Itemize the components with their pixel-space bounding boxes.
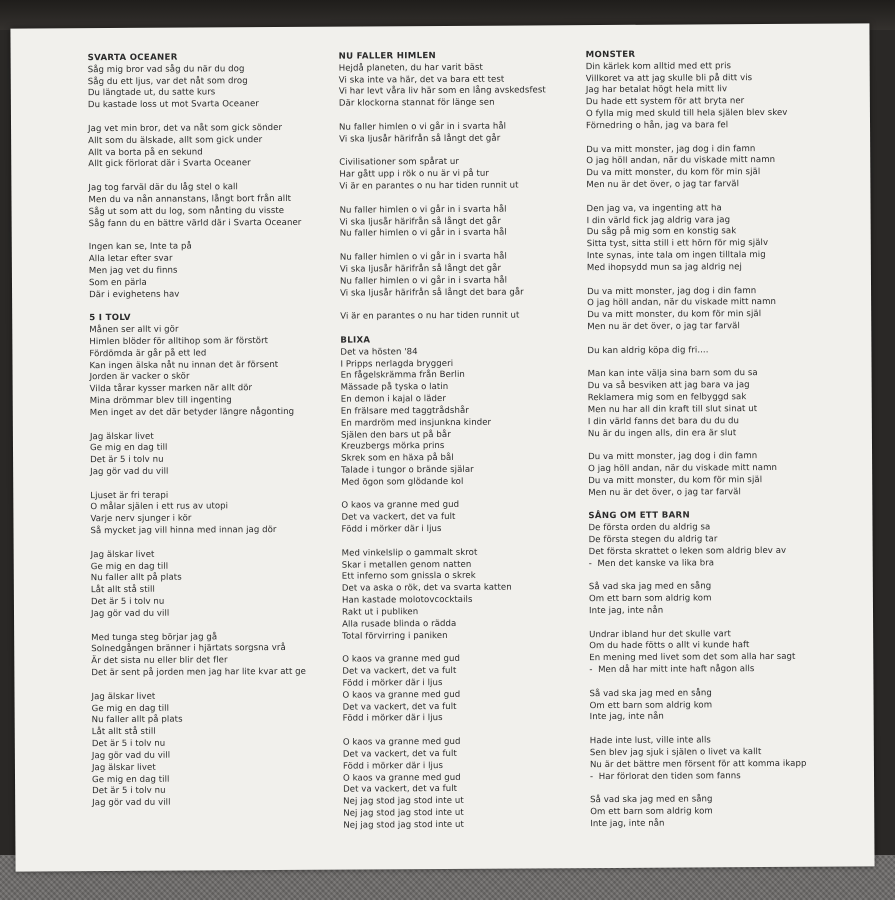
lyric-line: Vi är en parantes o nu har tiden runnit ut xyxy=(340,310,520,322)
lyric-stanza xyxy=(343,736,551,832)
lyric-line: Det är 5 i tolv nu xyxy=(90,454,164,466)
lyric-line: Född i mörker där i ljus xyxy=(341,524,442,535)
lyric-line: Villkoret va att jag skulle bli på ditt vis xyxy=(585,72,753,84)
lyric-line: Jag älskar livet xyxy=(91,691,156,702)
lyric-stanza xyxy=(91,691,306,811)
lyric-stanza xyxy=(589,688,806,725)
lyric-line: Du hade ett system för att bryta ner xyxy=(585,96,745,108)
lyric-line: O kaos va granne med gud xyxy=(342,736,461,748)
lyric-line: Hade inte lust, ville inte alls xyxy=(589,735,711,747)
lyric-line: Själen den bars ut på bår xyxy=(340,429,451,441)
lyric-line: Nu faller allt på plats xyxy=(90,573,182,584)
lyric-line: Allt som du älskade, allt som gick under xyxy=(88,134,263,146)
lyric-stanza xyxy=(340,251,547,300)
lyric-line: Du kan aldrig köpa dig fri.... xyxy=(587,345,709,356)
lyric-line: Men nu är det över, o jag tar farväl xyxy=(588,486,741,498)
lyric-line: Jag tog farväl där du låg stel o kall xyxy=(88,182,238,194)
lyric-line: Låt allt stå still xyxy=(90,585,155,596)
lyric-stanza xyxy=(339,121,546,146)
lyric-line: - Har förlorat den tiden som fanns xyxy=(589,770,741,782)
lyric-line: O kaos va granne med gud xyxy=(341,500,460,512)
lyric-stanza xyxy=(587,344,804,357)
lyric-line: Du va så besviken att jag bara va jag xyxy=(587,380,750,392)
lyric-line: Jag gör vad du vill xyxy=(90,466,169,478)
lyric-line: Förnedring o hån, jag va bara fel xyxy=(586,120,729,132)
lyric-stanza xyxy=(586,61,803,133)
lyric-stanza xyxy=(91,631,306,680)
song-title: 5 I TOLV xyxy=(89,313,131,324)
lyrics-sheet xyxy=(10,23,874,871)
lyric-stanza xyxy=(339,62,546,111)
lyric-line: Såg fann du en bättre värld där i Svarta Oceaner xyxy=(88,217,302,229)
lyric-line: Sitta tyst, sitta still i ett hörn för mig själv xyxy=(586,238,769,250)
song-title: NU FALLER HIMLEN xyxy=(338,51,437,62)
lyric-stanza xyxy=(88,64,303,113)
lyric-stanza xyxy=(588,522,805,571)
lyric-line: Du kastade loss ut mot Svarta Oceaner xyxy=(87,99,259,111)
lyric-line: Fördömda är går på ett led xyxy=(89,348,207,359)
lyric-line: Du va mitt monster, jag dog i din famn xyxy=(586,143,756,155)
lyric-line: Nu faller himlen o vi går in i svarta hål xyxy=(339,121,507,133)
lyric-line: En demon i kajal o läder xyxy=(340,393,446,405)
lyric-line: Inte jag, inte nån xyxy=(588,605,664,617)
lyric-line: Det va vackert, det va fult xyxy=(342,701,457,713)
lyric-line: Så vad ska jag med en sång xyxy=(588,581,712,593)
lyric-line: Total förvirring i paniken xyxy=(342,630,448,642)
lyric-line: Vi ska ljusår härifrån så långt det går xyxy=(339,263,502,275)
lyric-line: O jag höll andan, när du viskade mitt namn xyxy=(587,297,777,309)
lyric-line: Om ett barn som aldrig kom xyxy=(590,806,713,818)
lyric-line: Nu är du ingen alls, din era är slut xyxy=(587,427,737,439)
lyric-line: Född i mörker där i ljus xyxy=(342,713,443,724)
lyric-line: De första stegen du aldrig tar xyxy=(588,534,718,546)
lyric-line: Som en pärla xyxy=(88,277,147,288)
lyric-line: Civilisationer som spårat ur xyxy=(339,157,460,169)
lyric-stanza xyxy=(339,157,546,194)
lyric-line: Varje nerv sjunger i kör xyxy=(90,513,192,525)
lyric-line: - Men det kanske va lika bra xyxy=(588,557,715,569)
lyric-line: Med ögon som glödande kol xyxy=(341,476,464,488)
lyric-line: Allt gick förlorat där i Svarta Oceaner xyxy=(88,158,251,170)
lyric-line: Solnedgången bränner i hjärtats sorgsna vrå xyxy=(91,643,286,655)
lyric-stanza xyxy=(590,794,807,831)
lyric-line: Din kärlek kom alltid med ett pris xyxy=(585,61,732,72)
lyric-line: Kan ingen älska nåt nu innan det är försent xyxy=(89,359,279,371)
lyric-line: Såg mig bror vad såg du när du dog xyxy=(87,64,245,75)
lyric-stanza xyxy=(340,311,547,324)
lyric-line: Men inget av det där betyder längre någonting xyxy=(89,406,295,418)
lyric-line: Du va mitt monster, jag dog i din famn xyxy=(588,451,758,463)
lyric-line: Det va hösten '84 xyxy=(340,346,418,358)
lyric-line: En mening med livet som det som alla har sagt xyxy=(589,652,796,664)
lyric-line: Ge mig en dag till xyxy=(89,443,168,454)
lyric-line: Har gått upp i rök o nu är vi på tur xyxy=(339,168,490,180)
lyric-line: Inte jag, inte nån xyxy=(590,818,665,829)
lyric-line: Talade i tungor o brände själar xyxy=(341,464,474,476)
lyric-stanza xyxy=(90,430,305,479)
lyric-line: Det är 5 i tolv nu xyxy=(92,786,166,797)
lyric-line: Låt allt stå still xyxy=(91,726,156,738)
lyric-line: Vi har levt våra liv här som en lång avskedsfest xyxy=(338,85,546,98)
lyric-line: I din värld fanns det bara du du du xyxy=(587,415,740,427)
lyric-line: Skrek som en häxa på bål xyxy=(341,453,454,464)
lyric-line: O kaos va granne med gud xyxy=(342,772,461,784)
song-block xyxy=(340,334,550,832)
lyric-line: Ingen kan se, Inte ta på xyxy=(88,241,192,253)
lyric-line: Du såg på mig som en konstig sak xyxy=(586,226,737,238)
lyric-line: Såg du ett ljus, var det nåt som drog xyxy=(87,75,248,87)
lyric-line: Himlen blöder för alltihop som är förstört xyxy=(89,335,269,348)
lyric-line: Där klockorna stannat för länge sen xyxy=(338,97,495,109)
lyric-line: En frälsare med taggtrådshår xyxy=(340,405,469,417)
lyric-line: De första orden du aldrig sa xyxy=(588,522,711,534)
lyric-stanza xyxy=(340,204,547,241)
lyric-line: Allt va borta på en sekund xyxy=(88,147,203,158)
lyric-line: Det första skrattet o leken som aldrig blev av xyxy=(588,545,787,557)
lyric-line: Nu faller himlen o vi går in i svarta hål xyxy=(339,275,508,287)
lyric-line: Alla letar efter svar xyxy=(88,253,173,265)
lyric-line: Nu är det bättre men försent för att komma ikapp xyxy=(589,758,807,770)
lyric-line: Vi ska ljusår härifrån så långt det går xyxy=(339,133,501,145)
lyric-line: Det va aska o rök, det va svarta katten xyxy=(341,582,512,594)
lyric-line: Det va vackert, det va fult xyxy=(341,512,456,523)
lyric-line: Skar i metallen genom natten xyxy=(341,559,472,571)
lyric-line: Född i mörker där i ljus xyxy=(342,677,443,689)
lyric-stanza xyxy=(89,241,304,301)
lyric-line: Så vad ska jag med en sång xyxy=(589,688,712,699)
lyric-stanza xyxy=(589,628,806,677)
lyric-line: Man kan inte välja sina barn som du sa xyxy=(587,368,758,380)
lyric-line: Jag älskar livet xyxy=(91,762,156,773)
lyric-line: Jag har betalat högt hela mitt liv xyxy=(585,84,728,96)
lyric-line: Jag älskar livet xyxy=(89,431,154,442)
lyric-line: Inte synas, inte tala om ingen tilltala mig xyxy=(586,250,766,262)
lyric-line: Nu faller allt på plats xyxy=(91,714,183,726)
lyric-line: Om ett barn som aldrig kom xyxy=(589,699,713,711)
lyric-line: Ge mig en dag till xyxy=(91,703,170,714)
lyric-line: Men nu har all din kraft till slut sinat ut xyxy=(587,403,758,415)
lyric-line: Så mycket jag vill hinna med innan jag dör xyxy=(90,525,277,537)
lyric-line: Det va vackert, det va fult xyxy=(342,748,457,760)
lyric-line: Ge mig en dag till xyxy=(90,561,169,572)
lyric-line: Jag gör vad du vill xyxy=(91,750,171,762)
lyric-line: Rakt ut i publiken xyxy=(341,607,419,618)
lyric-line: O jag höll andan, när du viskade mitt namn xyxy=(586,155,776,167)
song-block xyxy=(88,52,304,302)
lyric-line: Månen ser allt vi gör xyxy=(89,324,179,336)
lyric-line: Du längtade ut, du satte kurs xyxy=(87,87,216,99)
lyric-line: Nu faller himlen o vi går in i svarta hål xyxy=(339,251,507,263)
lyric-line: Är det sista nu eller blir det fler xyxy=(91,655,228,667)
lyric-line: Så vad ska jag med en sång xyxy=(590,794,713,806)
lyric-stanza xyxy=(88,123,303,172)
lyric-line: Om du hade fötts o allt vi kunde haft xyxy=(589,640,750,652)
lyric-stanza xyxy=(587,285,804,334)
lyric-line: Hejdå planeten, du har varit bäst xyxy=(338,62,483,74)
lyric-line: Med ihopsydd mun sa jag aldrig nej xyxy=(586,262,742,274)
lyric-line: Inte jag, inte nån xyxy=(589,712,664,723)
lyric-stanza xyxy=(589,581,806,618)
lyric-line: Du va mitt monster, du kom för min själ xyxy=(586,167,761,179)
lyric-line: Ett inferno som gnissla o skrek xyxy=(341,571,476,583)
lyric-line: En fågelskrämma från Berlin xyxy=(340,370,465,381)
song-title: SVARTA OCEANER xyxy=(87,52,178,64)
lyric-line: Det är 5 i tolv nu xyxy=(90,596,165,608)
lyric-line: Det va vackert, det va fult xyxy=(342,665,457,677)
lyrics-column-1 xyxy=(88,52,307,822)
lyric-line: I Pripps nerlagda bryggeri xyxy=(340,358,454,370)
lyric-line: Ljuset är fri terapi xyxy=(90,490,169,501)
lyric-line: Du va mitt monster, du kom för min själ xyxy=(587,309,762,321)
lyric-line: Där i evighetens hav xyxy=(89,289,180,300)
lyric-line: Men nu är det över, o jag tar farväl xyxy=(587,321,740,333)
lyric-line: Vi är en parantes o nu har tiden runnit ut xyxy=(339,180,519,192)
lyric-line: Det är sent på jorden men jag har lite kvar att ge xyxy=(91,666,307,679)
lyric-line: En mardröm med insjunkna kinder xyxy=(340,417,492,429)
lyric-stanza xyxy=(88,182,303,231)
lyrics-column-2 xyxy=(339,50,551,844)
lyric-line: Men jag vet du finns xyxy=(88,265,178,277)
song-block xyxy=(339,50,548,323)
lyric-line: Mina drömmar blev till ingenting xyxy=(89,395,232,407)
lyric-line: Han kastade molotovcocktails xyxy=(341,594,473,606)
lyric-line: Reklamera mig som en felbyggd sak xyxy=(587,392,747,404)
lyric-line: O kaos va granne med gud xyxy=(342,654,461,665)
song-block xyxy=(586,49,805,500)
lyric-line: O målar själen i ett rus av utopi xyxy=(90,501,229,513)
lyric-line: Men du va nån annanstans, långt bort från allt xyxy=(88,193,292,206)
lyric-line: Det är 5 i tolv nu xyxy=(91,738,166,750)
lyric-stanza xyxy=(341,500,548,537)
lyric-line: I din värld fick jag aldrig vara jag xyxy=(586,214,731,226)
song-title: MONSTER xyxy=(585,49,636,61)
lyric-stanza xyxy=(588,368,805,440)
lyric-line: Såg ut som att du log, som nånting du visste xyxy=(88,205,285,217)
lyric-line: - Men då har mitt inte haft någon alls xyxy=(589,664,755,676)
lyric-line: Ge mig en dag till xyxy=(91,774,170,785)
lyric-line: Alla rusade blinda o rädda xyxy=(342,618,457,630)
song-title: SÅNG OM ETT BARN xyxy=(588,510,690,522)
lyric-stanza xyxy=(90,489,305,538)
lyric-stanza xyxy=(586,143,803,192)
lyric-stanza xyxy=(588,451,805,500)
lyric-line: Du va mitt monster, jag dog i din famn xyxy=(587,285,757,297)
lyrics-column-3 xyxy=(586,49,807,843)
lyric-line: Jag älskar livet xyxy=(90,549,155,560)
lyric-line: Med vinkelslip o gammalt skrot xyxy=(341,547,478,559)
lyric-line: Nu faller himlen o vi går in i svarta hål xyxy=(339,204,507,216)
lyric-line: Nej jag stod jag stod inte ut xyxy=(343,819,464,831)
lyric-line: Vi ska inte va här, det va bara ett test xyxy=(338,74,505,86)
lyric-line: Kreuzbergs mörka prins xyxy=(340,441,445,452)
lyric-stanza xyxy=(340,346,548,489)
lyric-line: Jorden är vacker o skör xyxy=(89,371,190,383)
lyric-line: Det va vackert, det va fult xyxy=(343,784,458,795)
lyric-stanza xyxy=(91,549,306,621)
lyric-line: Mässade på tyska o latin xyxy=(340,382,449,393)
lyric-line: Jag vet min bror, det va nåt som gick sönder xyxy=(88,122,283,135)
song-block xyxy=(588,510,806,831)
lyric-stanza xyxy=(590,735,807,784)
lyric-stanza xyxy=(342,654,549,726)
lyric-line: Om ett barn som aldrig kom xyxy=(588,593,712,605)
lyric-line: O kaos va granne med gud xyxy=(342,689,461,701)
lyric-line: Du va mitt monster, du kom för min själ xyxy=(588,474,763,486)
lyric-stanza xyxy=(342,547,550,643)
lyric-line: Nu faller himlen o vi går in i svarta hål xyxy=(339,228,507,240)
lyric-line: Vi ska ljusår härifrån så långt det går xyxy=(339,216,501,228)
lyric-line: Vi ska ljusår härifrån så långt det bara går xyxy=(340,287,524,299)
lyric-line: O fylla mig med skuld till hela själen blev skev xyxy=(585,108,788,120)
lyric-stanza xyxy=(89,324,304,420)
lyric-line: Jag gör vad du vill xyxy=(92,797,171,809)
lyric-line: Nej jag stod jag stod inte ut xyxy=(343,807,464,819)
lyric-line: Nej jag stod jag stod inte ut xyxy=(343,796,464,807)
lyric-line: Jag gör vad du vill xyxy=(90,608,170,620)
lyric-line: Den jag va, va ingenting att ha xyxy=(586,203,722,214)
lyric-stanza xyxy=(587,203,804,275)
lyric-line: O jag höll andan, när du viskade mitt namn xyxy=(588,462,778,475)
lyric-line: Född i mörker där i ljus xyxy=(342,760,444,772)
lyric-line: Med tunga steg börjar jag gå xyxy=(91,631,218,643)
song-block xyxy=(89,312,307,810)
lyric-line: Sen blev jag sjuk i själen o livet va kallt xyxy=(589,746,762,758)
lyric-line: Vilda tårar kysser marken när allt dör xyxy=(89,383,253,395)
lyric-line: Undrar ibland hur det skulle vart xyxy=(589,628,731,640)
song-title: BLIXA xyxy=(340,335,371,346)
lyric-line: Men nu är det över, o jag tar farväl xyxy=(586,179,740,191)
